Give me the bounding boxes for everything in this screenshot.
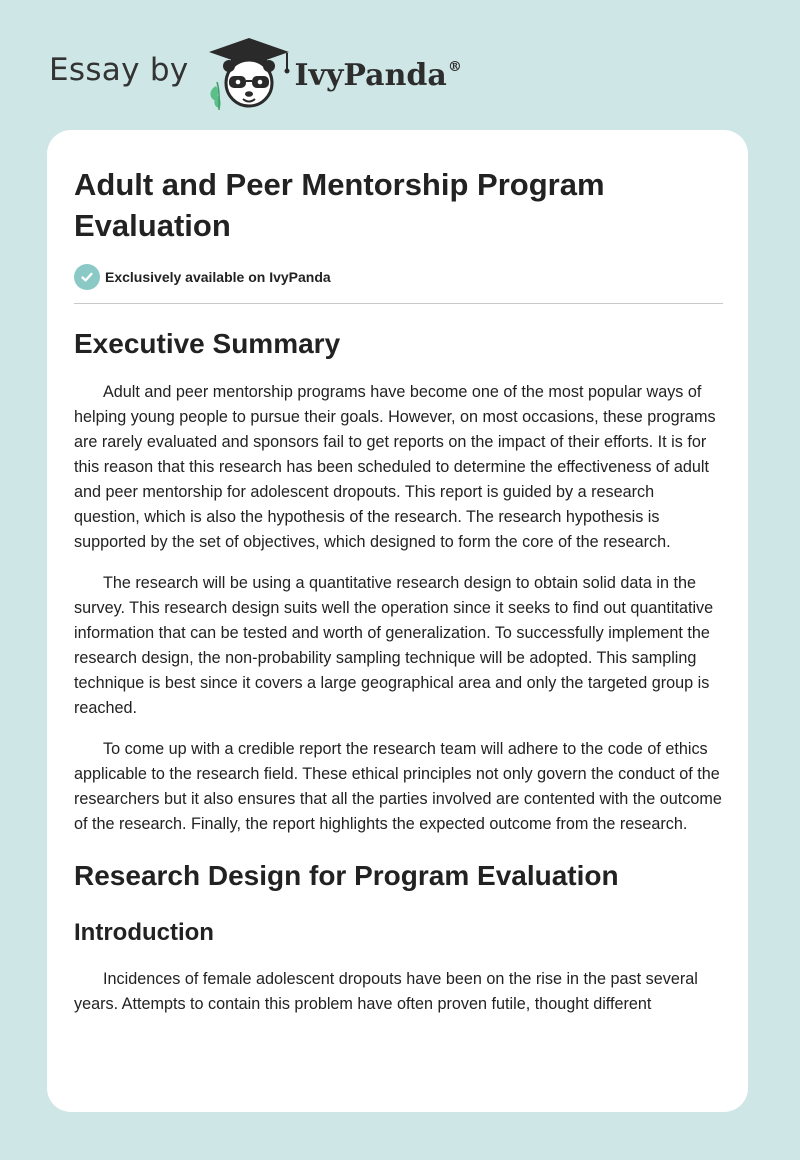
introduction-subheading: Introduction (74, 919, 214, 946)
essay-card (47, 130, 748, 1112)
paragraph: Incidences of female adolescent dropouts have been on the rise in the past several years. Attempts to contain this problem have often proven futile, thought different (74, 970, 698, 1013)
executive-summary-heading: Executive Summary (74, 328, 341, 359)
ivypanda-panda-logo-icon[interactable] (205, 36, 293, 112)
essay-content (74, 164, 723, 1017)
site-header (49, 36, 462, 112)
title-divider (74, 303, 723, 304)
essay-by-label: Essay by (49, 52, 189, 88)
exclusive-badge (74, 264, 723, 290)
checkmark-icon (74, 264, 100, 290)
paragraph: The research will be using a quantitative research design to obtain solid data in the survey. This research design suits well the operation since it seeks to find out quantitative information that can be tested and worth of generalization. To successfully implement the research design, the non-probability sampling technique will be adopted. This sampling technique is best since it covers a large geographical area and only the targeted group is reached. (74, 574, 714, 717)
paragraph: To come up with a credible report the research team will adhere to the code of ethics applicable to the research field. These ethical principles not only govern the conduct of the researchers but it also ensures that all the parties involved are contented with the outcome of the research. Finally, the report highlights the expected outcome from the research. (74, 740, 722, 833)
paragraph: Adult and peer mentorship programs have become one of the most popular ways of helping young people to pursue their goals. However, on most occasions, these programs are rarely evaluated and sponsors fail to get reports on the impact of their efforts. It is for this reason that this research has been scheduled to determine the effectiveness of adult and peer mentorship for adolescent dropouts. This report is guided by a research question, which is also the hypothesis of the research. The research hypothesis is supported by the set of objectives, which designed to form the core of the research. (74, 383, 716, 551)
essay-title: Adult and Peer Mentorship Program Evaluation (74, 167, 605, 243)
ivypanda-brand-name[interactable]: IvyPanda® (294, 57, 462, 93)
registered-mark: ® (447, 58, 462, 75)
research-design-heading: Research Design for Program Evaluation (74, 860, 619, 891)
exclusive-badge-label: Exclusively available on IvyPanda (105, 269, 331, 285)
